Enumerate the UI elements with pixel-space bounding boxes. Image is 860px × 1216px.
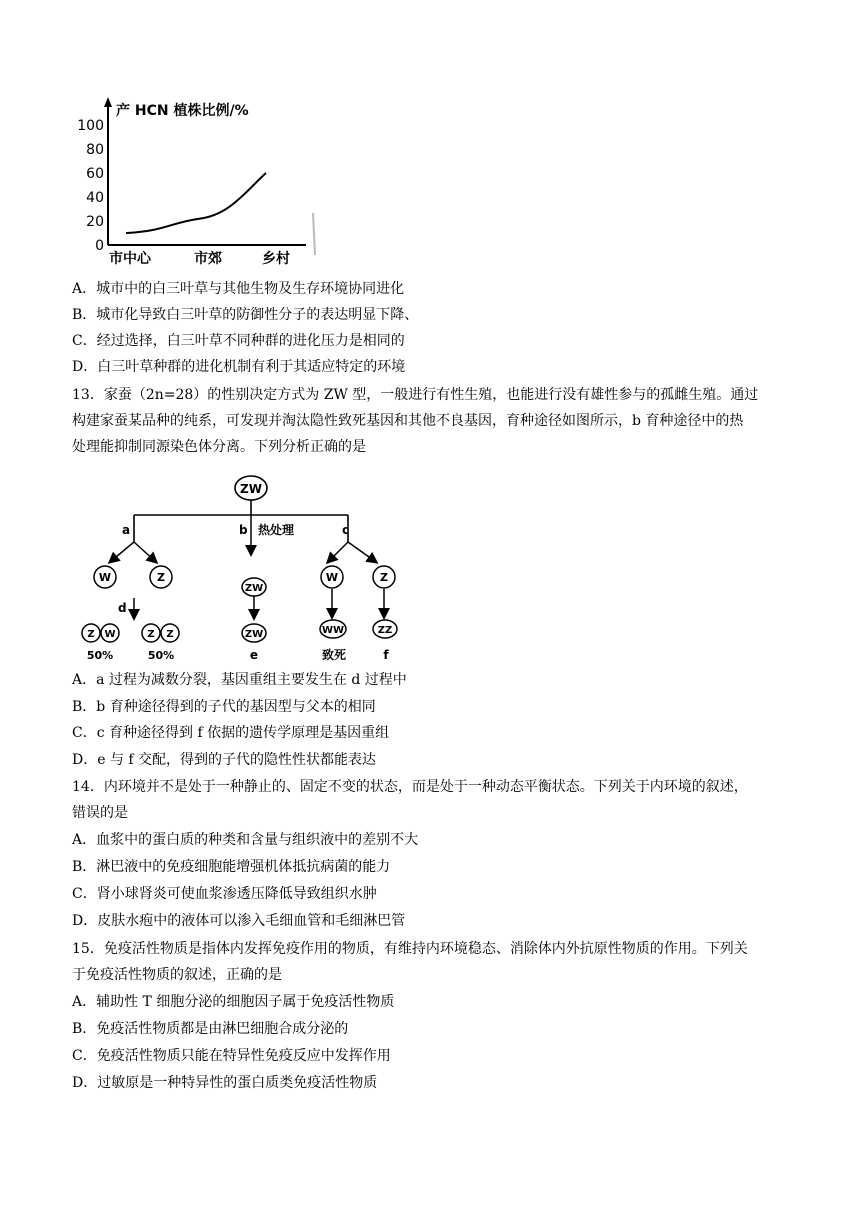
breeding-diagram: [76, 472, 436, 672]
q15-stem-line-1: 于免疫活性物质的叙述，正确的是: [72, 967, 282, 983]
q15-option-2: C．免疫活性物质只能在特异性免疫反应中发挥作用: [72, 1048, 391, 1064]
label-heat-treatment: 热处理: [258, 523, 295, 537]
q12-option-3: D．白三叶草种群的进化机制有利于其适应特定的环境: [72, 359, 406, 375]
w-label-c: W: [325, 571, 339, 584]
label-f: f: [383, 648, 389, 662]
x-tick-label: 乡村: [262, 251, 290, 267]
hcn-curve: [126, 173, 266, 233]
q14-option-1: B．淋巴液中的免疫细胞能增强机体抵抗病菌的能力: [72, 859, 391, 875]
y-tick-label: 100: [77, 118, 104, 134]
q15-option-1: B．免疫活性物质都是由淋巴细胞合成分泌的: [72, 1021, 349, 1037]
y-tick-label: 60: [86, 166, 104, 182]
y-tick-label: 40: [86, 190, 104, 206]
q15-option-0: A．辅助性 T 细胞分泌的细胞因子属于免疫活性物质: [72, 994, 395, 1010]
q13-stem-line-1: 构建家蚕某品种的纯系，可发现并淘汰隐性致死基因和其他不良基因，育种途径如图所示，b 育种途径中的热: [72, 413, 744, 429]
z-label-a: Z: [157, 571, 165, 584]
zw-parent-label: ZW: [240, 482, 262, 496]
q13-option-3: D．e 与 f 交配，得到的子代的隐性性状都能表达: [72, 752, 377, 768]
y-axis-label: 产 HCN 植株比例/%: [116, 103, 249, 119]
q12-option-2: C．经过选择，白三叶草不同种群的进化压力是相同的: [72, 333, 405, 349]
arrow-c-w: [328, 542, 348, 562]
q13-stem-line-2: 处理能抑制同源染色体分离。下列分析正确的是: [72, 439, 366, 455]
q13-option-0: A．a 过程为减数分裂，基因重组主要发生在 d 过程中: [72, 672, 407, 688]
q14-stem-line-1: 错误的是: [72, 805, 128, 821]
label-e: e: [249, 648, 259, 662]
q15-option-3: D．过敏原是一种特异性的蛋白质类免疫活性物质: [72, 1075, 378, 1091]
zw-b1-label: ZW: [244, 583, 264, 594]
pair2-z1-label: Z: [147, 629, 155, 640]
zw-b2-label: ZW: [244, 629, 264, 640]
y-axis-arrow: [104, 97, 112, 107]
label-d: d: [118, 601, 127, 615]
zz-label: ZZ: [377, 625, 393, 636]
x-tick-label: 市郊: [194, 251, 222, 267]
scan-artifact: [313, 213, 315, 255]
pair1-w-label: W: [104, 629, 116, 640]
q13-option-2: C．c 育种途径得到 f 依据的遗传学原理是基因重组: [72, 725, 390, 741]
arrow-a-z: [134, 542, 156, 562]
pair2-z2-label: Z: [166, 629, 174, 640]
q13-option-1: B．b 育种途径得到的子代的基因型与父本的相同: [72, 699, 376, 715]
q14-option-0: A．血浆中的蛋白质的种类和含量与组织液中的差别不大: [72, 832, 419, 848]
percent-1: 50%: [86, 649, 114, 662]
z-label-c: Z: [380, 571, 388, 584]
q14-option-3: D．皮肤水疱中的液体可以渗入毛细血管和毛细淋巴管: [72, 913, 406, 929]
q12-option-0: A．城市中的白三叶草与其他生物及生存环境协同进化: [72, 281, 405, 297]
q14-option-2: C．肾小球肾炎可使血浆渗透压降低导致组织水肿: [72, 886, 377, 902]
y-tick-label: 20: [86, 214, 104, 230]
q12-option-1: B．城市化导致白三叶草的防御性分子的表达明显下降、: [72, 307, 419, 323]
y-tick-label: 80: [86, 142, 104, 158]
q13-stem-line-0: 13．家蚕（2n=28）的性别决定方式为 ZW 型，一般进行有性生殖，也能进行没有雄性参与的孤雌生殖。通过: [72, 387, 759, 403]
arrow-c-z: [348, 542, 376, 562]
pair1-z-label: Z: [87, 629, 95, 640]
label-b: b: [239, 523, 248, 537]
ww-label: WW: [321, 625, 345, 636]
q14-stem-line-0: 14．内环境并不是处于一种静止的、固定不变的状态，而是处于一种动态平衡状态。下列关于内环境的叙述，: [72, 779, 748, 795]
x-tick-label: 市中心: [109, 251, 151, 267]
hcn-chart: [70, 95, 390, 270]
label-lethal: 致死: [321, 648, 347, 662]
label-c: c: [342, 523, 350, 537]
percent-2: 50%: [147, 649, 175, 662]
y-tick-label: 0: [95, 238, 104, 254]
arrow-a-w: [110, 542, 134, 562]
label-a: a: [122, 523, 131, 537]
q15-stem-line-0: 15．免疫活性物质是指体内发挥免疫作用的物质，有维持内环境稳态、消除体内外抗原性物质的作用。下列关: [72, 941, 748, 957]
w-label-a: W: [98, 571, 112, 584]
